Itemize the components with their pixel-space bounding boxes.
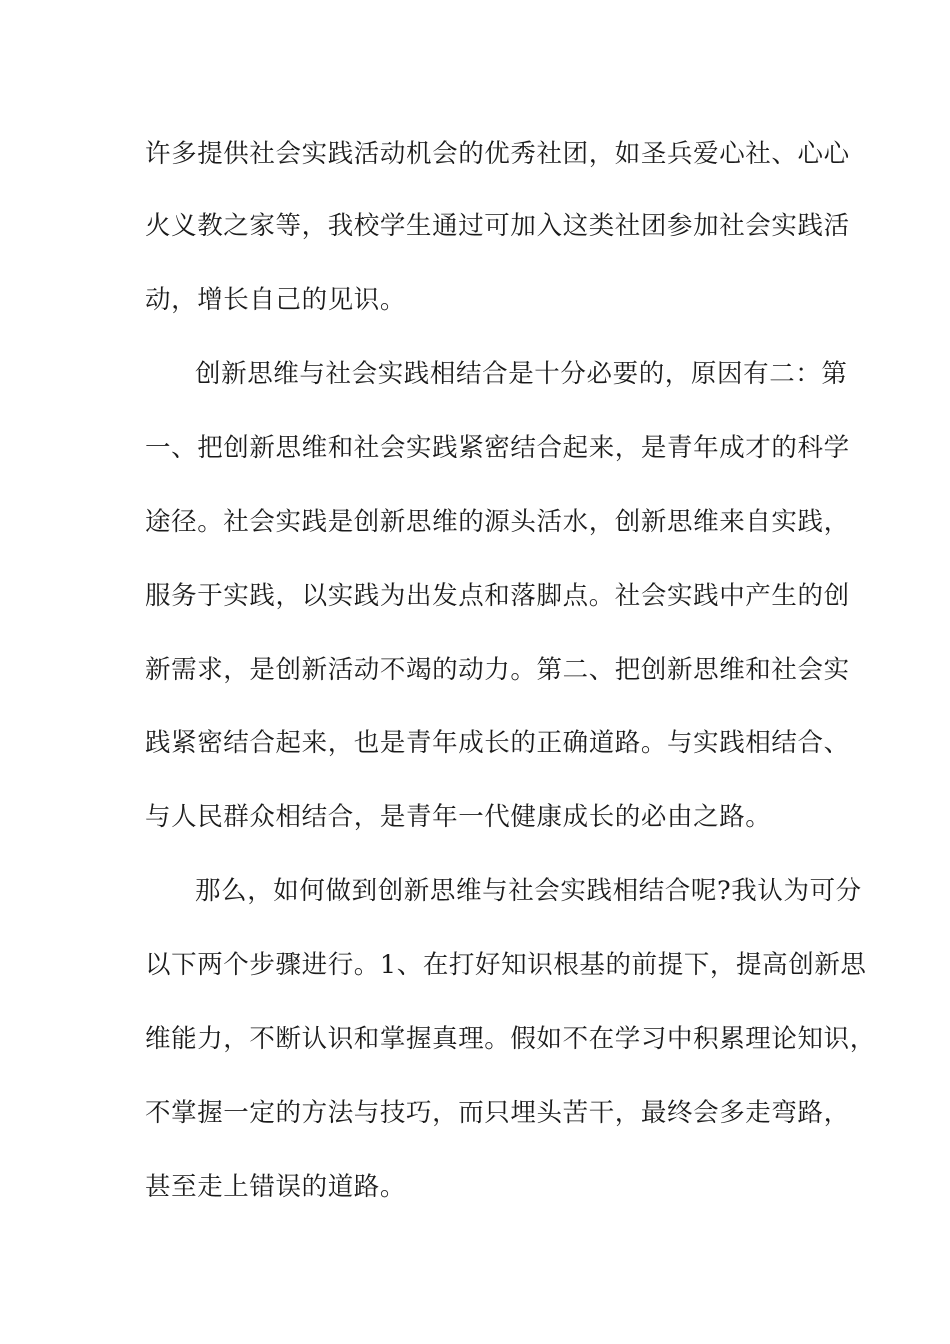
text-line: 创新思维与社会实践相结合是十分必要的，原因有二：第 <box>195 359 848 389</box>
text-line: 不掌握一定的方法与技巧，而只埋头苦干，最终会多走弯路， <box>145 1098 850 1128</box>
text-line: 途径。社会实践是创新思维的源头活水，创新思维来自实践， <box>145 507 850 537</box>
text-line: 新需求，是创新活动不竭的动力。第二、把创新思维和社会实 <box>145 655 850 685</box>
text-line: 许多提供社会实践活动机会的优秀社团，如圣兵爱心社、心心 <box>145 139 850 169</box>
text-line: 维能力，不断认识和掌握真理。假如不在学习中积累理论知识， <box>145 1024 876 1054</box>
text-line: 动，增长自己的见识。 <box>145 285 407 315</box>
text-line: 甚至走上错误的道路。 <box>145 1172 407 1202</box>
text-line: 服务于实践，以实践为出发点和落脚点。社会实践中产生的创 <box>145 581 850 611</box>
text-line: 那么，如何做到创新思维与社会实践相结合呢?我认为可分 <box>195 876 862 906</box>
text-line: 火义教之家等，我校学生通过可加入这类社团参加社会实践活 <box>145 211 850 241</box>
text-line: 以下两个步骤进行。1、在打好知识根基的前提下，提高创新思 <box>145 950 867 980</box>
text-line: 践紧密结合起来，也是青年成长的正确道路。与实践相结合、 <box>145 728 850 758</box>
text-line: 与人民群众相结合，是青年一代健康成长的必由之路。 <box>145 802 772 832</box>
text-line: 一、把创新思维和社会实践紧密结合起来，是青年成才的科学 <box>145 433 850 463</box>
